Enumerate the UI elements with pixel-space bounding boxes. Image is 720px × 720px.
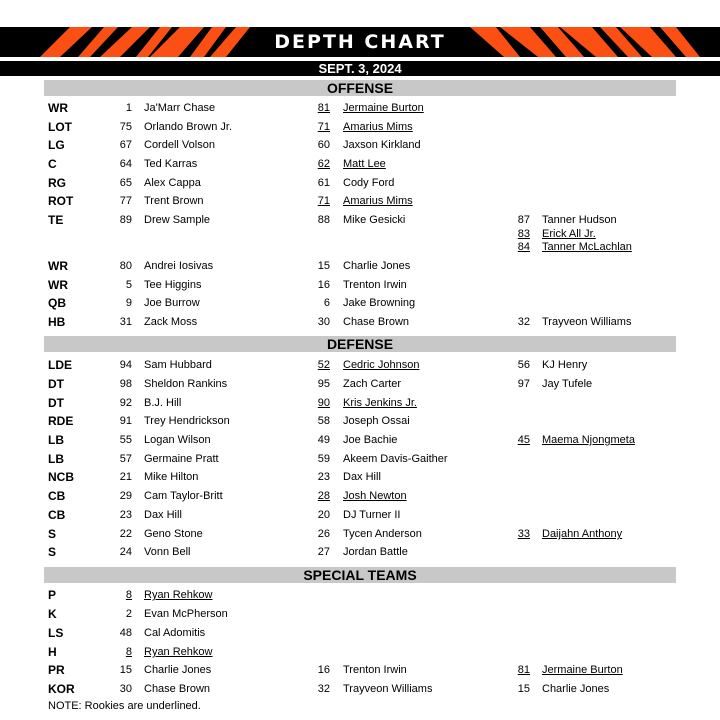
player-name: Jake Browning xyxy=(343,297,416,309)
position-label: K xyxy=(48,607,57,621)
jersey-number: 16 xyxy=(317,279,330,291)
table-row xyxy=(0,358,720,377)
jersey-number: 9 xyxy=(125,297,132,309)
player-name: Logan Wilson xyxy=(144,434,211,446)
player-name: Joe Bachie xyxy=(343,434,398,446)
table-row xyxy=(0,470,720,489)
player-name: Cody Ford xyxy=(343,177,395,189)
player-name: Trey Hendrickson xyxy=(144,415,230,427)
player-name: Geno Stone xyxy=(144,528,203,540)
player-name: Jermaine Burton xyxy=(343,102,424,114)
table-row xyxy=(0,645,720,664)
player-name: Trenton Irwin xyxy=(343,279,407,291)
player-name: Ted Karras xyxy=(144,158,198,170)
jersey-number: 77 xyxy=(119,195,132,207)
player-name: Charlie Jones xyxy=(542,683,610,695)
player-name: Amarius Mims xyxy=(343,121,413,133)
player-name: Kris Jenkins Jr. xyxy=(343,397,417,409)
player-name: Amarius Mims xyxy=(343,195,413,207)
rookie-note: NOTE: Rookies are underlined. xyxy=(48,700,201,712)
position-label: HB xyxy=(48,315,66,329)
player-name: Dax Hill xyxy=(144,509,182,521)
player-name: Ryan Rehkow xyxy=(144,589,213,601)
jersey-number: 91 xyxy=(119,415,132,427)
jersey-number: 62 xyxy=(317,158,330,170)
table-row xyxy=(0,240,720,259)
player-name: Joe Burrow xyxy=(144,297,200,309)
position-label: DT xyxy=(48,377,64,391)
position-label: C xyxy=(48,157,57,171)
table-row xyxy=(0,626,720,645)
jersey-number: 87 xyxy=(517,214,530,226)
player-name: Drew Sample xyxy=(144,214,211,226)
position-label: KOR xyxy=(48,682,75,696)
player-name: Tanner Hudson xyxy=(542,214,617,226)
jersey-number: 84 xyxy=(517,241,530,253)
player-name: Joseph Ossai xyxy=(343,415,410,427)
jersey-number: 75 xyxy=(119,121,132,133)
player-name: Chase Brown xyxy=(144,683,211,695)
position-label: LS xyxy=(48,626,64,640)
jersey-number: 5 xyxy=(125,279,132,291)
player-name: Chase Brown xyxy=(343,316,410,328)
player-name: Jay Tufele xyxy=(542,378,593,390)
player-name: Akeem Davis-Gaither xyxy=(343,453,448,465)
jersey-number: 6 xyxy=(323,297,330,309)
position-label: LDE xyxy=(48,358,72,372)
player-name: Sam Hubbard xyxy=(144,359,212,371)
table-row xyxy=(0,176,720,195)
jersey-number: 89 xyxy=(119,214,132,226)
jersey-number: 57 xyxy=(119,453,132,465)
player-name: Jaxson Kirkland xyxy=(343,139,421,151)
table-row xyxy=(0,527,720,546)
jersey-number: 67 xyxy=(119,139,132,151)
position-label: P xyxy=(48,588,57,602)
position-label: WR xyxy=(48,278,68,292)
position-label: LB xyxy=(48,433,64,447)
position-label: DT xyxy=(48,396,64,410)
jersey-number: 80 xyxy=(119,260,132,272)
header-banner xyxy=(0,27,720,57)
jersey-number: 8 xyxy=(125,646,132,658)
position-label: ROT xyxy=(48,194,74,208)
position-label: CB xyxy=(48,489,66,503)
table-row xyxy=(0,588,720,607)
jersey-number: 60 xyxy=(317,139,330,151)
jersey-number: 64 xyxy=(119,158,132,170)
jersey-number: 26 xyxy=(317,528,330,540)
jersey-number: 31 xyxy=(119,316,132,328)
position-label: H xyxy=(48,645,57,659)
player-name: Orlando Brown Jr. xyxy=(144,121,233,133)
jersey-number: 8 xyxy=(125,589,132,601)
jersey-number: 58 xyxy=(317,415,330,427)
player-name: Mike Gesicki xyxy=(343,214,406,226)
player-name: Cam Taylor-Britt xyxy=(144,490,223,502)
jersey-number: 23 xyxy=(317,471,330,483)
table-row xyxy=(0,278,720,297)
table-row xyxy=(0,120,720,139)
jersey-number: 21 xyxy=(119,471,132,483)
position-label: RDE xyxy=(48,414,74,428)
player-name: Evan McPherson xyxy=(144,608,228,620)
player-name: DJ Turner II xyxy=(343,509,401,521)
table-row xyxy=(0,101,720,120)
jersey-number: 32 xyxy=(317,683,330,695)
jersey-number: 55 xyxy=(119,434,132,446)
player-name: Trent Brown xyxy=(144,195,204,207)
table-row xyxy=(0,545,720,564)
position-label: S xyxy=(48,545,57,559)
player-name: Zach Carter xyxy=(343,378,402,390)
table-row xyxy=(0,414,720,433)
player-name: Mike Hilton xyxy=(144,471,199,483)
jersey-number: 22 xyxy=(119,528,132,540)
page-title: DEPTH CHART xyxy=(274,31,446,53)
jersey-number: 24 xyxy=(119,546,132,558)
jersey-number: 52 xyxy=(317,359,330,371)
player-name: Dax Hill xyxy=(343,471,381,483)
position-label: S xyxy=(48,527,57,541)
player-name: Germaine Pratt xyxy=(144,453,219,465)
jersey-number: 29 xyxy=(119,490,132,502)
jersey-number: 95 xyxy=(317,378,330,390)
player-name: Cordell Volson xyxy=(144,139,215,151)
jersey-number: 59 xyxy=(317,453,330,465)
jersey-number: 32 xyxy=(517,316,530,328)
player-name: Tanner McLachlan xyxy=(542,241,632,253)
player-name: Ryan Rehkow xyxy=(144,646,213,658)
player-name: Josh Newton xyxy=(343,490,407,502)
player-name: Andrei Iosivas xyxy=(144,260,214,272)
jersey-number: 30 xyxy=(317,316,330,328)
player-name: Vonn Bell xyxy=(144,546,191,558)
position-label: TE xyxy=(48,213,64,227)
jersey-number: 92 xyxy=(119,397,132,409)
table-row xyxy=(0,663,720,682)
position-label: NCB xyxy=(48,470,74,484)
jersey-number: 94 xyxy=(119,359,132,371)
player-name: Maema Njongmeta xyxy=(542,434,635,446)
jersey-number: 65 xyxy=(119,177,132,189)
table-row xyxy=(0,489,720,508)
table-row xyxy=(0,508,720,527)
player-name: B.J. Hill xyxy=(144,397,182,409)
table-row xyxy=(0,157,720,176)
player-name: Trayveon Williams xyxy=(343,683,433,695)
position-label: RG xyxy=(48,176,66,190)
player-name: Alex Cappa xyxy=(144,177,201,189)
jersey-number: 28 xyxy=(317,490,330,502)
jersey-number: 33 xyxy=(517,528,530,540)
player-name: Trayveon Williams xyxy=(542,316,632,328)
section-header-defense: DEFENSE xyxy=(44,336,676,352)
table-row xyxy=(0,138,720,157)
table-row xyxy=(0,396,720,415)
jersey-number: 2 xyxy=(125,608,132,620)
position-label: PR xyxy=(48,663,65,677)
player-name: Tycen Anderson xyxy=(343,528,422,540)
jersey-number: 81 xyxy=(517,664,530,676)
jersey-number: 45 xyxy=(517,434,530,446)
player-name: Charlie Jones xyxy=(144,664,212,676)
table-row xyxy=(0,296,720,315)
player-name: Zack Moss xyxy=(144,316,198,328)
jersey-number: 83 xyxy=(517,228,530,240)
jersey-number: 71 xyxy=(317,121,330,133)
jersey-number: 88 xyxy=(317,214,330,226)
jersey-number: 81 xyxy=(317,102,330,114)
player-name: Daijahn Anthony xyxy=(542,528,623,540)
table-row xyxy=(0,607,720,626)
player-name: Cal Adomitis xyxy=(144,627,206,639)
position-label: CB xyxy=(48,508,66,522)
jersey-number: 49 xyxy=(317,434,330,446)
table-row xyxy=(0,377,720,396)
player-name: Tee Higgins xyxy=(144,279,202,291)
jersey-number: 71 xyxy=(317,195,330,207)
position-label: LOT xyxy=(48,120,72,134)
section-header-offense: OFFENSE xyxy=(44,80,676,96)
player-name: Ja'Marr Chase xyxy=(144,102,216,114)
player-name: Matt Lee xyxy=(343,158,386,170)
jersey-number: 90 xyxy=(317,397,330,409)
position-label: WR xyxy=(48,259,68,273)
player-name: Charlie Jones xyxy=(343,260,411,272)
jersey-number: 20 xyxy=(317,509,330,521)
jersey-number: 98 xyxy=(119,378,132,390)
jersey-number: 15 xyxy=(317,260,330,272)
jersey-number: 15 xyxy=(517,683,530,695)
table-row xyxy=(0,194,720,213)
jersey-number: 1 xyxy=(125,102,132,114)
position-label: LB xyxy=(48,452,64,466)
table-row xyxy=(0,433,720,452)
table-row xyxy=(0,452,720,471)
jersey-number: 61 xyxy=(317,177,330,189)
player-name: Cedric Johnson xyxy=(343,359,420,371)
player-name: Sheldon Rankins xyxy=(144,378,228,390)
section-header-special-teams: SPECIAL TEAMS xyxy=(44,567,676,583)
player-name: Trenton Irwin xyxy=(343,664,407,676)
position-label: LG xyxy=(48,138,65,152)
table-row xyxy=(0,315,720,334)
player-name: Erick All Jr. xyxy=(542,228,596,240)
player-name: Jordan Battle xyxy=(343,546,408,558)
jersey-number: 48 xyxy=(119,627,132,639)
position-label: WR xyxy=(48,101,68,115)
jersey-number: 97 xyxy=(517,378,530,390)
jersey-number: 56 xyxy=(517,359,530,371)
date-bar: SEPT. 3, 2024 xyxy=(0,61,720,76)
table-row xyxy=(0,682,720,701)
position-label: QB xyxy=(48,296,66,310)
jersey-number: 30 xyxy=(119,683,132,695)
jersey-number: 23 xyxy=(119,509,132,521)
jersey-number: 27 xyxy=(317,546,330,558)
player-name: Jermaine Burton xyxy=(542,664,623,676)
jersey-number: 15 xyxy=(119,664,132,676)
player-name: KJ Henry xyxy=(542,359,588,371)
table-row xyxy=(0,259,720,278)
jersey-number: 16 xyxy=(317,664,330,676)
